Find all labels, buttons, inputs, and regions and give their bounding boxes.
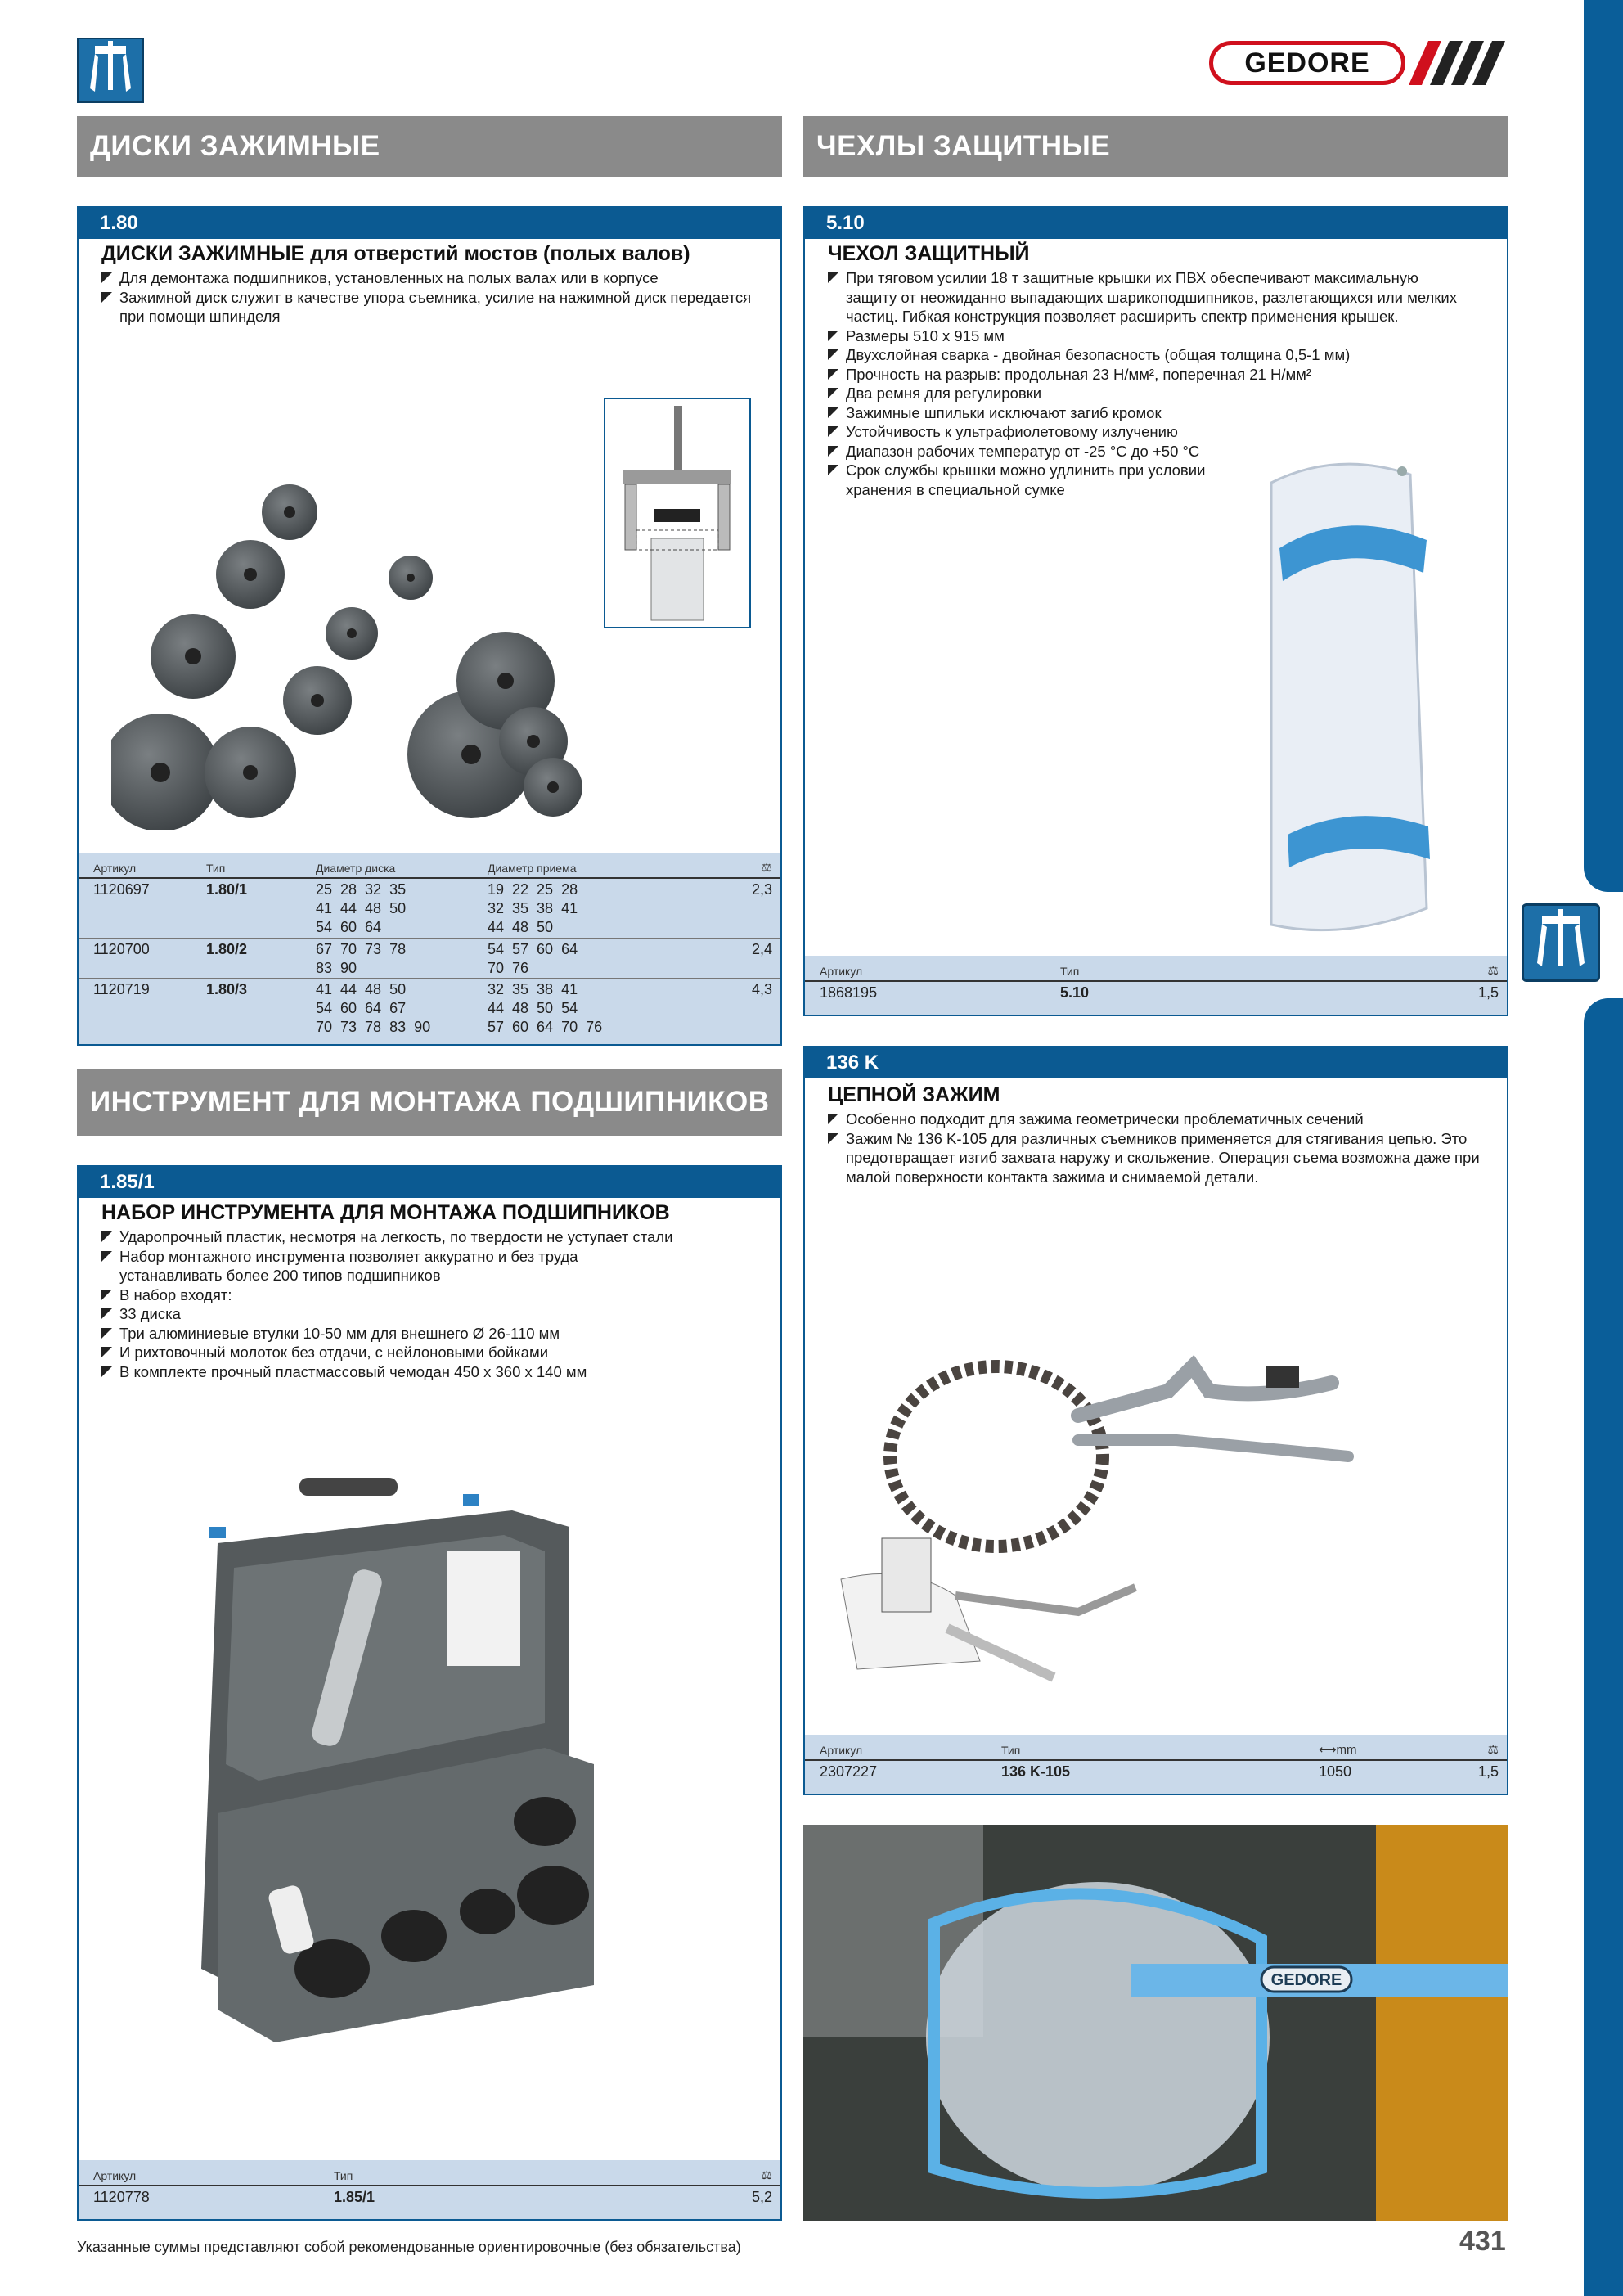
weight-icon: ⚖ [1487, 964, 1499, 978]
feature-item: Устойчивость к ультрафиолетовому излучению [828, 422, 1457, 442]
specs-table [805, 1735, 1507, 1794]
col-article: Артикул [820, 1744, 863, 1757]
feature-list [101, 268, 751, 326]
product-title: НАБОР ИНСТРУМЕНТА ДЛЯ МОНТАЖА ПОДШИПНИКОВ [101, 1201, 670, 1224]
cell-weight: 5,2 [751, 2189, 772, 2205]
feature-item: Два ремня для регулировки [828, 384, 1457, 403]
photo-gedore-label: GEDORE [1270, 1971, 1342, 1989]
specs-table [79, 853, 780, 1044]
feature-item-continued: предотвращает изгиб захвата наружу и скольжение. Операция съема возможна даже при [846, 1149, 1480, 1166]
product-code: 136 K [805, 1047, 1507, 1078]
feature-item: Размеры 510 x 915 мм [828, 326, 1457, 346]
feature-item: И рихтовочный молоток без отдачи, с нейлоновыми бойками [101, 1343, 672, 1362]
section-title-protective-covers: ЧЕХЛЫ ЗАЩИТНЫЕ [803, 116, 1508, 177]
length-icon: ⟷mm [1319, 1743, 1357, 1757]
cell-article: 1120697 [93, 881, 150, 898]
feature-item: Зажим № 136 K-105 для различных съемников применяется для стягивания цепью. Это [828, 1129, 1480, 1149]
col-article: Артикул [93, 2169, 137, 2182]
feature-item: Диапазон рабочих температур от -25 °C до +50 °C [828, 442, 1457, 461]
cell-disk: 25 28 32 35 41 44 48 50 54 60 64 [316, 881, 407, 935]
section-title-clamping-discs: ДИСКИ ЗАЖИМНЫЕ [77, 116, 782, 177]
cell-article: 1120778 [93, 2189, 150, 2205]
feature-item-continued: защиту от неожиданно выпадающих шарикоподшипников, разлетающихся или мелких [846, 288, 1457, 306]
cell-recv: 19 22 25 28 32 35 38 41 44 48 50 [488, 881, 578, 935]
product-title: ДИСКИ ЗАЖИМНЫЕ для отверстий мостов (полых валов) [101, 242, 690, 265]
cell-weight: 4,3 [751, 981, 772, 997]
feature-item: При тяговом усилии 18 т защитные крышки их ПВХ обеспечивают максимальную [828, 268, 1457, 288]
cell-article: 2307227 [820, 1763, 878, 1780]
cell-disk: 67 70 73 78 83 90 [316, 941, 407, 976]
specs-table [805, 956, 1507, 1015]
cell-article: 1120700 [93, 941, 150, 957]
cell-article: 1868195 [820, 984, 878, 1001]
table-row [805, 1761, 1507, 1792]
cell-weight: 1,5 [1477, 984, 1499, 1001]
cell-weight: 2,4 [751, 941, 772, 957]
specs-table [79, 2160, 780, 2219]
feature-item-continued: устанавливать более 200 типов подшипников [119, 1267, 441, 1284]
col-type: Тип [1060, 965, 1080, 978]
feature-item: Ударопрочный пластик, несмотря на легкость, по твердости не уступает стали [101, 1227, 672, 1247]
table-row [79, 939, 780, 979]
feature-item: Особенно подходит для зажима геометрически проблематичных сечений [828, 1110, 1480, 1129]
feature-item-continued: малой поверхности контакта зажима и снимаемой детали. [846, 1168, 1259, 1186]
page-number: 431 [1459, 2226, 1506, 2257]
product-panel-1-85-1 [77, 1165, 782, 2221]
product-panel-5-10 [803, 206, 1508, 1016]
feature-item: 33 диска [101, 1304, 672, 1324]
puller-diagram [604, 398, 751, 628]
feature-item-continued: хранения в специальной сумке [846, 480, 1065, 498]
feature-item: Для демонтажа подшипников, установленных на полых валах или в корпусе [101, 268, 751, 288]
puller-category-icon [77, 38, 144, 103]
feature-item: В набор входят: [101, 1285, 672, 1305]
table-header [79, 853, 780, 879]
cell-recv: 32 35 38 41 44 48 50 54 57 60 64 70 76 [488, 981, 603, 1035]
col-type: Тип [206, 862, 226, 875]
feature-item: Прочность на разрыв: продольная 23 Н/мм², поперечная 21 Н/мм² [828, 365, 1457, 385]
feature-list [101, 1227, 672, 1381]
chain-clamp-image [808, 1317, 1495, 1702]
cell-size: 1050 [1319, 1763, 1352, 1780]
tool-case-image [185, 1478, 692, 2051]
product-title: ЧЕХОЛ ЗАЩИТНЫЙ [828, 242, 1030, 265]
feature-item: Три алюминиевые втулки 10-50 мм для внешнего Ø 26-110 мм [101, 1324, 672, 1344]
col-article: Артикул [820, 965, 863, 978]
table-header [79, 2160, 780, 2186]
feature-item-continued: частиц. Гибкая конструкция позволяет расширить спектр применения крышек. [846, 308, 1399, 325]
col-type: Тип [334, 2169, 353, 2182]
cell-type: 1.80/2 [206, 941, 248, 957]
col-disk-diameter: Диаметр диска [316, 862, 396, 875]
edge-tab-bottom [1584, 998, 1623, 2296]
feature-item: Зажимные шпильки исключают загиб кромок [828, 403, 1457, 423]
col-article: Артикул [93, 862, 137, 875]
product-code: 1.85/1 [79, 1167, 780, 1198]
feature-item-continued: при помощи шпинделя [119, 308, 281, 325]
product-panel-1-80 [77, 206, 782, 1046]
weight-icon: ⚖ [761, 2168, 772, 2182]
cell-weight: 1,5 [1477, 1763, 1499, 1780]
logo-stripes-icon [1409, 41, 1507, 85]
table-row [805, 982, 1507, 1013]
puller-tab-icon[interactable] [1522, 903, 1600, 982]
edge-tab-top [1584, 0, 1623, 892]
feature-item: Набор монтажного инструмента позволяет аккуратно и без труда [101, 1247, 672, 1267]
product-code: 1.80 [79, 208, 780, 239]
cell-type: 136 K-105 [1001, 1763, 1071, 1780]
gedore-logo: GEDORE [1209, 41, 1405, 85]
application-photo [803, 1825, 1508, 2221]
col-type: Тип [1001, 1744, 1021, 1757]
cell-type: 1.80/3 [206, 981, 248, 997]
table-row [79, 2186, 780, 2217]
cell-recv: 54 57 60 64 70 76 [488, 941, 578, 976]
product-code: 5.10 [805, 208, 1507, 239]
table-row [79, 979, 780, 1039]
protective-cover-image [1239, 450, 1451, 941]
col-receive-diameter: Диаметр приема [488, 862, 577, 875]
cell-type: 1.80/1 [206, 881, 248, 898]
product-title: ЦЕПНОЙ ЗАЖИМ [828, 1083, 1000, 1106]
table-header [805, 956, 1507, 982]
feature-item: В комплекте прочный пластмассовый чемодан 450 x 360 x 140 мм [101, 1362, 672, 1382]
cell-article: 1120719 [93, 981, 150, 997]
weight-icon: ⚖ [1487, 1743, 1499, 1757]
table-header [805, 1735, 1507, 1761]
feature-item: Зажимной диск служит в качестве упора съемника, усилие на нажимной диск передается [101, 288, 751, 308]
feature-item: Срок службы крышки можно удлинить при условии [828, 461, 1457, 480]
cell-type: 5.10 [1060, 984, 1090, 1001]
footer-note: Указанные суммы представляют собой рекомендованные ориентировочные (без обязательства) [77, 2239, 741, 2255]
section-title-bearing-mounting: ИНСТРУМЕНТ ДЛЯ МОНТАЖА ПОДШИПНИКОВ [77, 1069, 782, 1136]
feature-item: Двухслойная сварка - двойная безопасность (общая толщина 0,5-1 мм) [828, 345, 1457, 365]
table-row [79, 879, 780, 939]
cell-disk: 41 44 48 50 54 60 64 67 70 73 78 83 90 [316, 981, 431, 1035]
cell-type: 1.85/1 [334, 2189, 375, 2205]
product-panel-136k [803, 1046, 1508, 1795]
feature-list [828, 1110, 1480, 1186]
cell-weight: 2,3 [751, 881, 772, 898]
weight-icon: ⚖ [761, 861, 772, 875]
